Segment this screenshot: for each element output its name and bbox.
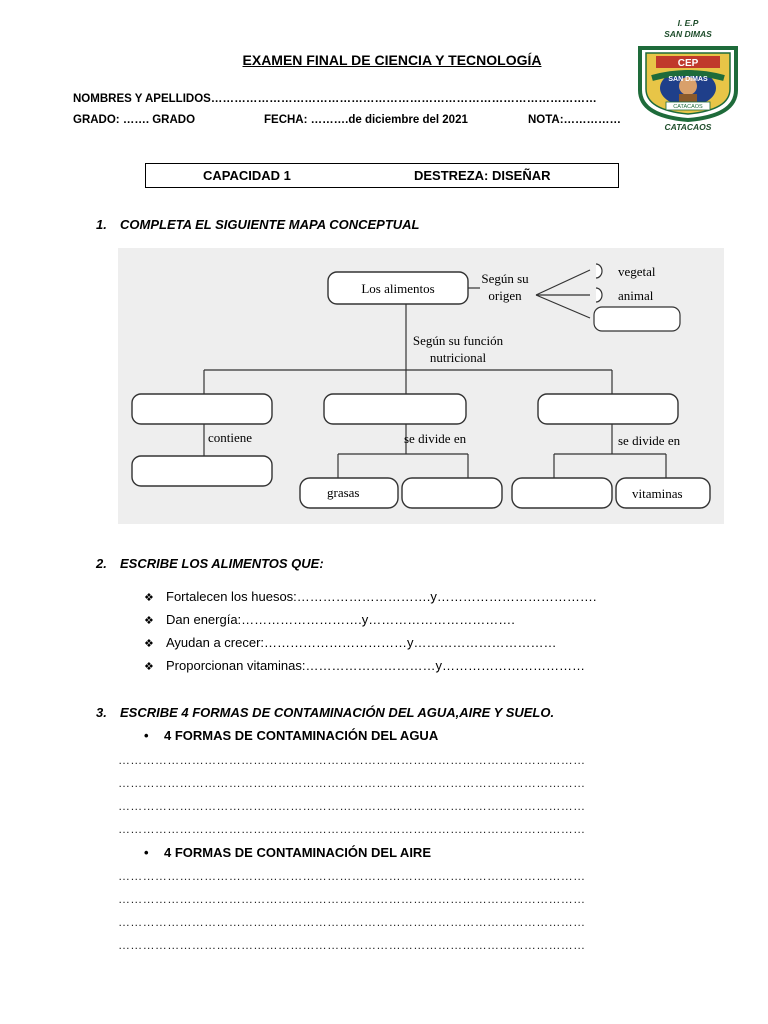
grade-field[interactable]: GRADO: ……. GRADO [73,114,196,126]
map-blank-node-2 [324,394,466,424]
shield-emblem-icon [636,44,740,122]
names-line [73,93,597,105]
list-item[interactable] [144,635,557,650]
list-item[interactable] [144,612,515,627]
answer-line[interactable]: …………………………………………………………………………………………………… [118,938,586,952]
list-item-text: Ayudan a crecer:……………………………y…………………………… [166,635,557,650]
diamond-bullet-icon: ❖ [144,592,154,604]
diamond-bullet-icon: ❖ [144,661,154,673]
question-2-number: 2. [96,556,107,571]
question-1 [96,217,420,232]
list-item[interactable] [144,589,597,604]
bullet-icon: • [144,728,149,743]
map-branch-1-link: contiene [208,430,253,445]
question-2 [96,556,324,571]
seal-top-line-1: I. E.P [677,18,699,28]
names-dots[interactable]: ……………………………………………………………………………………… [210,93,597,105]
map-origin-blank-node [594,307,680,331]
map-blank-node-1 [132,394,272,424]
map-origin-item-2: animal [618,288,654,303]
water-heading-text: 4 FORMAS DE CONTAMINACIÓN DEL AGUA [164,728,439,743]
svg-text:CEP: CEP [677,58,699,69]
map-root-text: Los alimentos [361,281,435,296]
answer-line[interactable]: …………………………………………………………………………………………………… [118,822,586,836]
map-origin-bracket-2 [596,288,602,302]
map-blank-node-3 [538,394,678,424]
question-2-text: ESCRIBE LOS ALIMENTOS QUE: [120,556,324,571]
air-heading [144,845,431,860]
bullet-icon: • [144,845,149,860]
map-origin-item-1: vegetal [618,264,656,279]
diamond-bullet-icon: ❖ [144,638,154,650]
map-branch-2-link: se divide en [404,431,467,446]
map-leaf-1: grasas [327,485,360,500]
school-seal [628,18,748,138]
concept-map [118,248,724,524]
answer-line[interactable]: …………………………………………………………………………………………………… [118,892,586,906]
answer-line[interactable]: …………………………………………………………………………………………………… [118,915,586,929]
question-1-text: COMPLETA EL SIGUIENTE MAPA CONCEPTUAL [120,217,420,232]
date-field[interactable]: FECHA: ……….de diciembre del 2021 [264,114,468,126]
water-heading [144,728,438,743]
map-origin-label-1: Según su [481,271,529,286]
map-blank-node-5 [402,478,502,508]
map-leaf-2: vitaminas [632,486,683,501]
seal-ribbon: CATACAOS [673,104,703,110]
diamond-bullet-icon: ❖ [144,615,154,627]
map-origin-bracket-1 [596,264,602,278]
seal-bottom-text: CATACAOS [664,122,712,132]
question-3 [96,705,554,720]
map-blank-node-6 [512,478,612,508]
map-branch-3-link: se divide en [618,433,681,448]
score-field[interactable]: NOTA:…………… [528,114,622,126]
answer-line[interactable]: …………………………………………………………………………………………………… [118,799,586,813]
answer-line[interactable]: …………………………………………………………………………………………………… [118,753,586,767]
answer-line[interactable]: …………………………………………………………………………………………………… [118,776,586,790]
list-item-text: Fortalecen los huesos:………………………….y………………………………. [166,589,597,604]
map-blank-node-4 [132,456,272,486]
seal-top-line-2: SAN DIMAS [664,29,712,39]
answer-line[interactable]: …………………………………………………………………………………………………… [118,869,586,883]
capacity-box [145,163,619,188]
exam-title: EXAMEN FINAL DE CIENCIA Y TECNOLOGÍA [242,52,542,68]
names-label: NOMBRES Y APELLIDOS [73,93,211,105]
list-item[interactable] [144,658,585,673]
skill-label: DESTREZA: DISEÑAR [414,168,551,183]
question-1-number: 1. [96,217,107,232]
capacity-label: CAPACIDAD 1 [203,168,291,183]
question-3-number: 3. [96,705,107,720]
map-function-label-1: Según su función [412,333,504,348]
map-function-label-2: nutricional [429,350,487,365]
question-3-text: ESCRIBE 4 FORMAS DE CONTAMINACIÓN DEL AGUA,AIRE Y SUELO. [120,705,555,720]
list-item-text: Proporcionan vitaminas:…………………………y…………………………… [166,658,585,673]
seal-banner: SAN DIMAS [668,76,708,83]
air-heading-text: 4 FORMAS DE CONTAMINACIÓN DEL AIRE [164,845,431,860]
list-item-text: Dan energía:……………………….y……………………………. [166,612,515,627]
map-origin-label-2: origen [488,288,522,303]
concept-map-graphic [118,248,724,524]
